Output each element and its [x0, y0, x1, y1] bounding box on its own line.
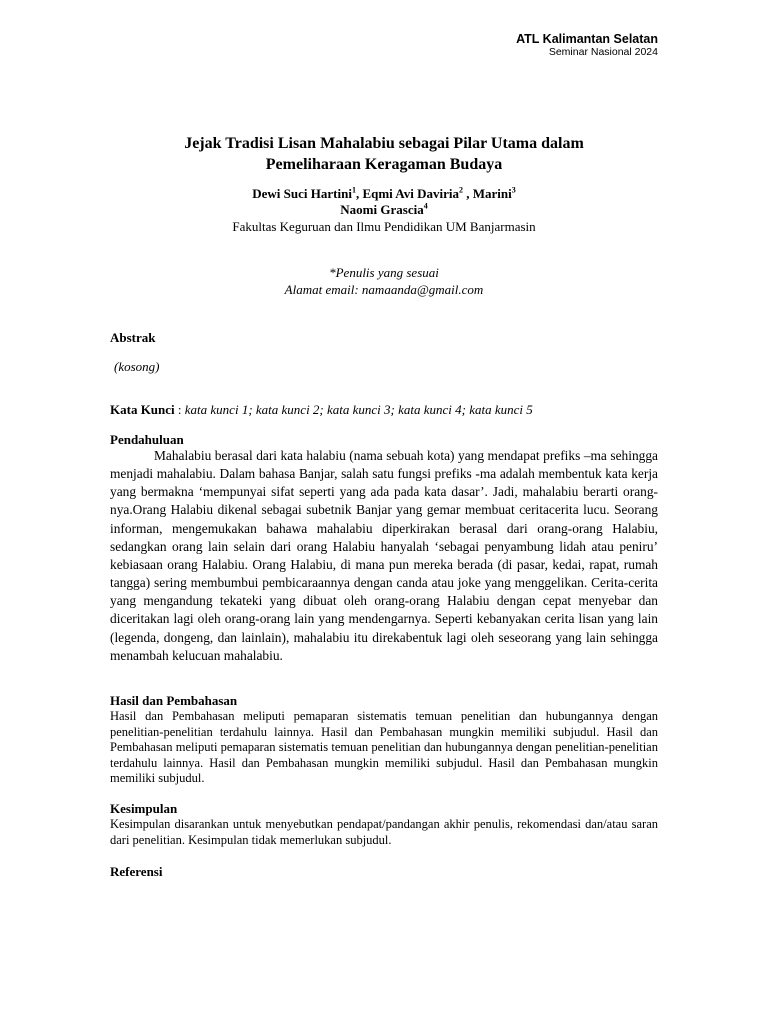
journal-name: ATL Kalimantan Selatan [516, 32, 658, 46]
corresponding-author-block [110, 264, 658, 298]
author-affiliation-mark: 3 [511, 185, 516, 195]
corresponding-note: *Penulis yang sesuai [329, 265, 439, 280]
introduction-body: Mahalabiu berasal dari kata halabiu (nama sebuah kota) yang mendapat prefiks –ma sehingga menjadi mahalabiu. Dalam bahasa Banjar, salah satu fungsi prefiks -ma adalah membentuk kata kerja yang bermakna ‘mempunyai sifat seperti yang ada pada kata dasar’. Jadi, mahalabiu berarti orang-nya.Orang Halabiu dikenal sebagai subetnik Banjar yang gemar membuat ceritacerita lucu. Seorang informan, mengemukakan bahawa mahalabiu diperkirakan berasal dari orang-orang Halabiu, sedangkan orang lain selain dari orang Halabiu hanyalah ‘sebagai penyambung lidah atau peniru’ kebiasaan orang Halabiu. Orang Halabiu, di mana pun mereka berada (di pasar, kedai, rapat, rumah tangga) sering membumbui pembicaraannya dengan canda atau joke yang menggelikan. Cerita-cerita yang mengandung tekateki yang dibuat oleh orang-orang Halabiu dengan cepat menyebar dan diceritakan lagi oleh orang-orang lain yang mendengarnya. Seperti kebanyakan cerita lisan yang lain (legenda, dongeng, dan lainlain), mahalabiu itu direkabentuk lagi oleh seseorang yang lain sehingga menambah kelucuan mahalabiu. [110, 448, 658, 663]
author-affiliation-mark: 1 [351, 185, 356, 195]
author-affiliation-mark: 2 [458, 185, 463, 195]
abstract-body: (kosong) [114, 359, 160, 374]
event-name: Seminar Nasional 2024 [548, 45, 658, 58]
author-list [110, 186, 658, 218]
author-affiliation-mark: 4 [423, 201, 428, 211]
author-name: Eqmi Avi Daviria [362, 186, 459, 201]
title-line-1: Jejak Tradisi Lisan Mahalabiu sebagai Pilar Utama dalam [184, 135, 584, 152]
running-header [516, 33, 658, 58]
results-body: Hasil dan Pembahasan meliputi pemaparan sistematis temuan penelitian dan hubungannya dengan penelitian-penelitian terdahulu lainnya. Hasil dan Pembahasan mungkin memiliki subjudul. Hasil dan Pembahasan meliputi pemaparan sistematis temuan penelitian dan hubungannya dengan penelitian-penelitian terdahulu lainnya. Hasil dan Pembahasan mungkin memiliki subjudul. Hasil dan Pembahasan mungkin memiliki subjudul. [110, 709, 658, 785]
keywords-text: kata kunci 1; kata kunci 2; kata kunci 3; kata kunci 4; kata kunci 5 [184, 402, 533, 417]
paper-title [110, 133, 658, 175]
conclusion-heading: Kesimpulan [110, 801, 178, 816]
author-line-2 [110, 202, 658, 218]
affiliation: Fakultas Keguruan dan Ilmu Pendidikan UM Banjarmasin [232, 219, 536, 234]
author-separator: , [462, 186, 473, 201]
author-separator: , [355, 186, 363, 201]
author-name: Naomi Grascia [340, 202, 424, 217]
conclusion-body: Kesimpulan disarankan untuk menyebutkan pendapat/pandangan akhir penulis, rekomendasi dan/atau saran dari penelitian. Kesimpulan tidak memerlukan subjudul. [110, 817, 658, 847]
abstract-heading: Abstrak [110, 330, 156, 345]
author-name: Marini [472, 186, 512, 201]
results-heading: Hasil dan Pembahasan [110, 693, 238, 708]
keywords-separator: : [174, 402, 185, 417]
introduction-heading: Pendahuluan [110, 432, 184, 447]
author-name: Dewi Suci Hartini [252, 186, 352, 201]
keywords-label: Kata Kunci [110, 402, 175, 417]
author-line-1 [110, 186, 658, 202]
keywords [110, 402, 658, 418]
references-heading: Referensi [110, 864, 163, 879]
title-line-2: Pemeliharaan Keragaman Budaya [265, 156, 503, 173]
corresponding-email: Alamat email: namaanda@gmail.com [284, 282, 484, 297]
